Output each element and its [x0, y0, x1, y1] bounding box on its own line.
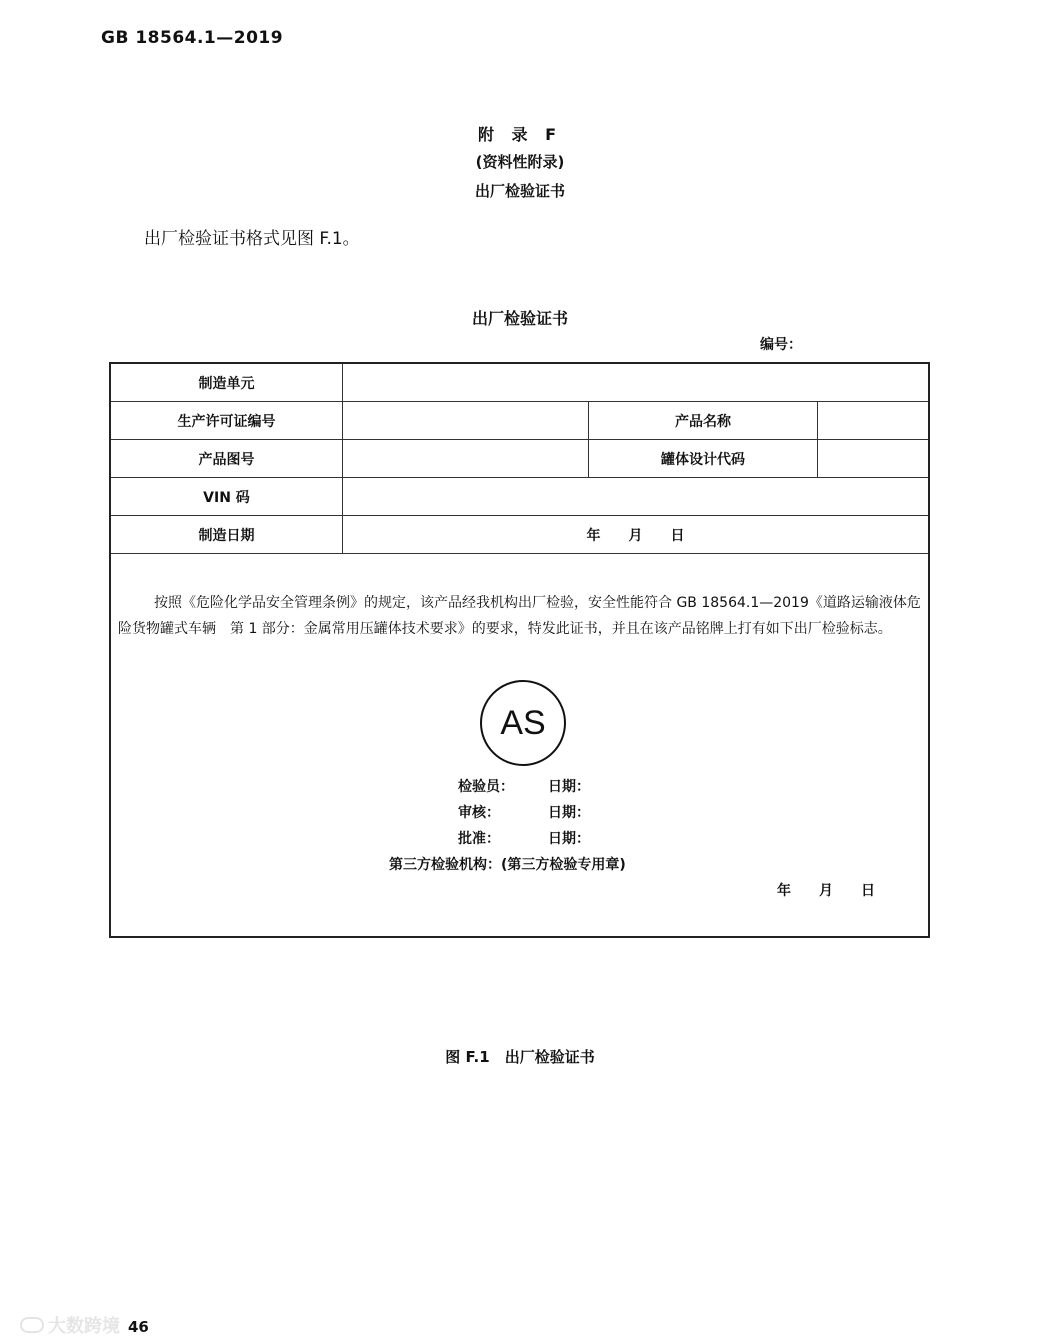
certificate-form [109, 362, 930, 938]
row-divider [111, 553, 928, 554]
watermark-text: 大数跨境 [48, 1316, 120, 1337]
third-party-agency: 第三方检验机构：(第三方检验专用章) [389, 857, 626, 873]
approver-date-label: 日期： [548, 831, 590, 847]
watermark-logo-icon [20, 1317, 44, 1333]
label-manufacturing-date: 制造日期 [198, 527, 255, 544]
certificate-title: 出厂检验证书 [471, 309, 568, 328]
reviewer-label: 审核： [458, 805, 500, 821]
certificate-statement [118, 590, 924, 642]
issue-date: 年 月 日 [777, 883, 875, 899]
inspector-date-label: 日期： [548, 779, 590, 795]
statement-text: 按照《危险化学品安全管理条例》的规定，该产品经我机构出厂检验，安全性能符合 GB 18564.1—2019《道路运输液体危险货物罐式车辆 第 1 部分：金属常用压罐体技术要求》的要求，特发此证书，并且在该产品铭牌上打有如下出厂检验标志。 [118, 595, 921, 637]
figure-caption: 图 F.1 出厂检验证书 [445, 1048, 595, 1066]
annex-name: 出厂检验证书 [474, 182, 565, 200]
approver-label: 批准： [458, 831, 500, 847]
label-tank-design-code: 罐体设计代码 [661, 451, 745, 468]
label-manufacturing-unit: 制造单元 [198, 375, 255, 392]
reviewer-date-label: 日期： [548, 805, 590, 821]
annex-title: 附 录 F [477, 125, 563, 144]
intro-text: 出厂检验证书格式见图 F.1。 [144, 229, 360, 249]
standard-code: GB 18564.1—2019 [101, 28, 284, 48]
inspector-label: 检验员： [458, 779, 514, 795]
manufacturing-date-value: 年 月 日 [586, 527, 685, 544]
label-product-name: 产品名称 [675, 413, 731, 430]
certificate-number-label: 编号： [760, 337, 802, 353]
label-product-drawing-no: 产品图号 [198, 451, 255, 468]
as-inspection-mark: AS [480, 680, 566, 766]
watermark [20, 1312, 120, 1338]
label-vin-code: VIN 码 [203, 489, 250, 506]
column-divider [817, 401, 818, 477]
page-number: 46 [128, 1318, 149, 1336]
label-production-license-no: 生产许可证编号 [177, 413, 276, 430]
annex-subtitle: (资料性附录) [475, 153, 565, 171]
